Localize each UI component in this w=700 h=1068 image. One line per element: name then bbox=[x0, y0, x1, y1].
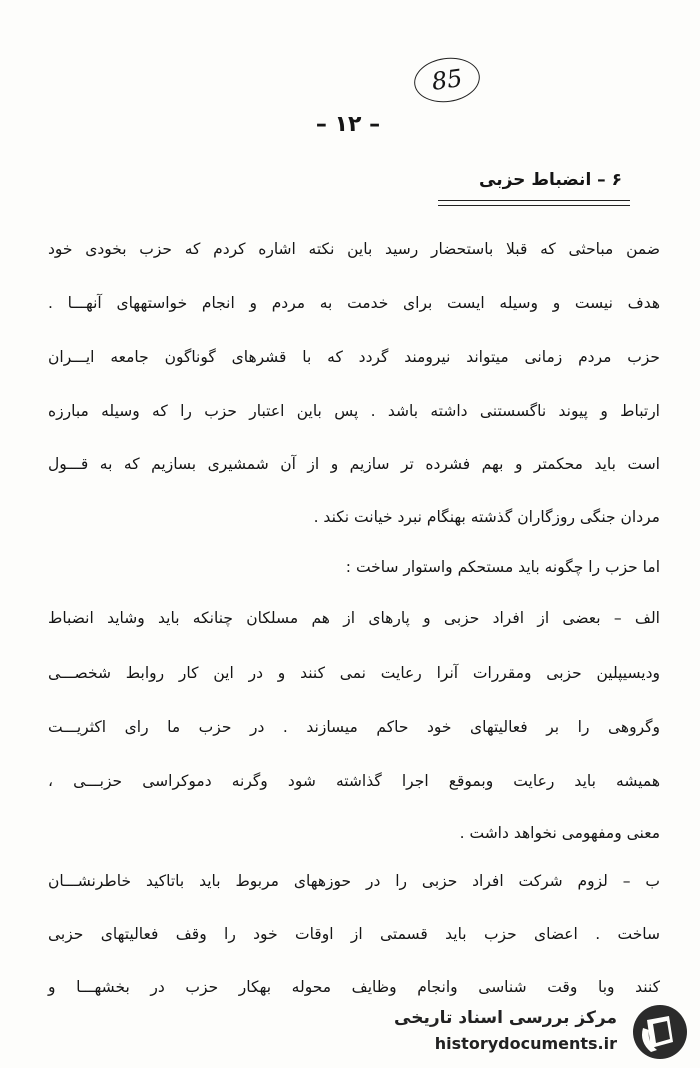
text-line: ضمن مباحثی که قبلا باستحضار رسید باین نکته اشاره کردم که حزب بخودی خود bbox=[48, 240, 660, 258]
text-line: اما حزب را چگونه باید مستحکم واستوار ساخت : bbox=[345, 558, 660, 576]
text-line: الف – بعضی از افراد حزبی و پارهای از هم مسلکان چنانکه باید وشاید انضباط bbox=[48, 609, 660, 627]
text-line: ودیسیپلین حزبی ومقررات آنرا رعایت نمی کنند و در این کار روابط شخصـــی bbox=[48, 664, 660, 682]
page-number: – ۱۲ – bbox=[315, 112, 381, 137]
watermark-url: historydocuments.ir bbox=[434, 1034, 617, 1053]
text-line: ب – لزوم شرکت افراد حزبی را در حوزههای مربوط باید باتاکید خاطرنشـــان bbox=[48, 872, 660, 890]
text-line: همیشه باید رعایت وبموقع اجرا گذاشته شود وگرنه دموکراسی حزبـــی ، bbox=[48, 772, 660, 790]
text-line: کنند وبا وقت شناسی وانجام وظایف محوله بهکار حزب در بخشهـــا و bbox=[48, 978, 660, 996]
text-line: معنی ومفهومی نخواهد داشت . bbox=[459, 824, 660, 842]
text-line: هدف نیست و وسیله ایست برای خدمت به مردم و انجام خواستههای آنهـــا . bbox=[48, 294, 660, 312]
text-line: حزب مردم زمانی میتواند نیرومند گردد که با قشرهای گوناگون جامعه ایـــران bbox=[48, 348, 660, 366]
text-line: ارتباط و پیوند ناگسستنی داشته باشد . پس باین اعتبار حزب را که وسیله مبارزه bbox=[48, 402, 660, 420]
text-line: ساخت . اعضای حزب باید قسمتی از اوقات خود را وقف فعالیتهای حزبی bbox=[48, 925, 660, 943]
circled-page-number bbox=[411, 54, 482, 107]
document-archive-logo-icon bbox=[629, 1002, 691, 1062]
archive-watermark bbox=[394, 1000, 695, 1062]
circled-number-text: 85 bbox=[429, 64, 465, 96]
text-line: وگروهی را بر فعالیتهای خود حاکم میسازند . در حزب ما رای اکثریـــت bbox=[48, 718, 660, 736]
text-line: مردان جنگی روزگاران گذشته بهنگام نبرد خیانت نکند . bbox=[313, 508, 660, 526]
text-line: است باید محکمتر و بهم فشرده تر سازیم و از آن شمشیری بسازیم که به قـــول bbox=[48, 455, 660, 473]
watermark-title: مرکز بررسی اسناد تاریخی bbox=[394, 1008, 617, 1028]
heading-underline-bottom bbox=[438, 205, 630, 206]
section-heading: ۶ – انضباط حزبی bbox=[479, 170, 622, 190]
heading-underline-top bbox=[438, 200, 630, 201]
